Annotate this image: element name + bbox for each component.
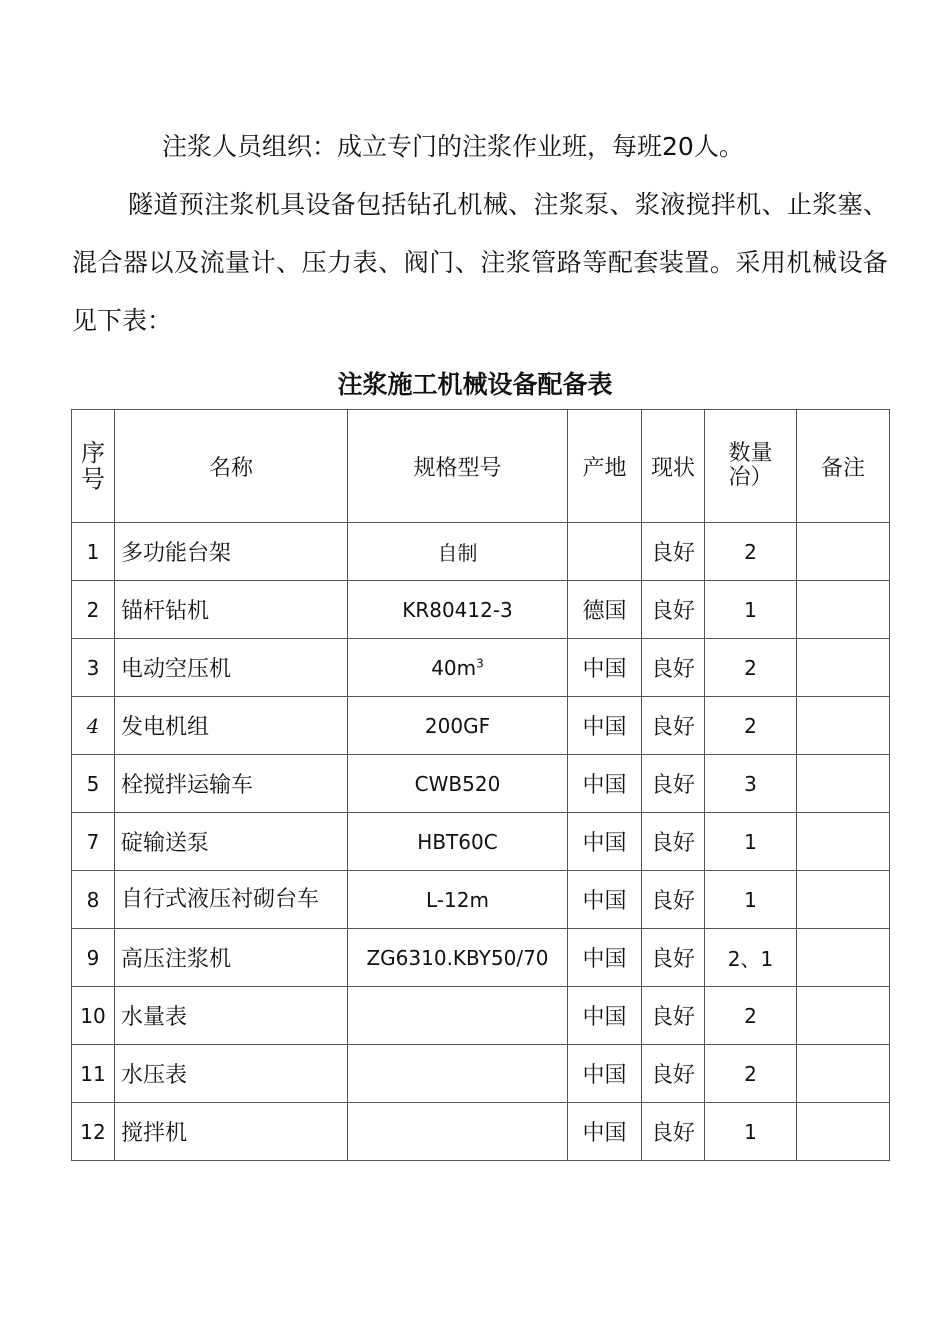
table-row: [72, 1103, 890, 1161]
header-qty-line1: 数量: [728, 441, 773, 466]
table-row: [72, 871, 890, 929]
cell-qty: 2: [705, 697, 797, 755]
cell-name: 电动空压机: [115, 639, 348, 697]
cell-origin: 中国: [568, 987, 642, 1045]
cell-status: 良好: [642, 987, 705, 1045]
table-row: [72, 581, 890, 639]
cell-spec: [348, 581, 568, 639]
cell-name: 发电机组: [115, 697, 348, 755]
cell-origin: 德国: [568, 581, 642, 639]
table-row: [72, 929, 890, 987]
cell-status: 良好: [642, 813, 705, 871]
cell-seq: 4: [72, 697, 115, 755]
header-status: 现状: [642, 410, 705, 523]
cell-remark: [797, 581, 890, 639]
cell-remark: [797, 697, 890, 755]
cell-seq: 1: [72, 523, 115, 581]
cell-spec: [348, 523, 568, 581]
cell-remark: [797, 755, 890, 813]
header-qty: [705, 410, 797, 523]
cell-status: 良好: [642, 581, 705, 639]
table-row: [72, 755, 890, 813]
table-title: 注浆施工机械设备配备表: [337, 370, 613, 399]
cell-qty: 2: [705, 639, 797, 697]
cell-qty: 1: [705, 871, 797, 929]
cell-seq: 9: [72, 929, 115, 987]
cell-spec-text: L-12m: [426, 887, 489, 912]
header-seq: [72, 410, 115, 523]
cell-qty: 1: [705, 813, 797, 871]
cell-spec-text: ZG6310.KBY50/70: [366, 945, 549, 970]
cell-remark: [797, 871, 890, 929]
cell-remark: [797, 987, 890, 1045]
cell-qty: 3: [705, 755, 797, 813]
cell-origin: 中国: [568, 639, 642, 697]
cell-qty: 2: [705, 1045, 797, 1103]
cell-spec-text: KR80412-3: [402, 597, 513, 622]
header-name: 名称: [115, 410, 348, 523]
header-seq-line2: 号: [81, 465, 105, 493]
cell-spec-text: 200GF: [424, 713, 491, 738]
cell-spec: [348, 871, 568, 929]
table-header-row: [72, 410, 890, 523]
table-row: [72, 813, 890, 871]
cell-status: 良好: [642, 1045, 705, 1103]
cell-seq: 10: [72, 987, 115, 1045]
cell-qty: 2: [705, 987, 797, 1045]
cell-origin: 中国: [568, 871, 642, 929]
equipment-table: [71, 409, 890, 1161]
cell-spec: [348, 929, 568, 987]
cell-seq: 2: [72, 581, 115, 639]
cell-origin: 中国: [568, 1045, 642, 1103]
cell-name: 碇输送泵: [115, 813, 348, 871]
cell-spec: [348, 813, 568, 871]
table-row: [72, 987, 890, 1045]
cell-name: 高压注浆机: [115, 929, 348, 987]
cell-seq: 5: [72, 755, 115, 813]
table-row: [72, 639, 890, 697]
cell-status: 良好: [642, 755, 705, 813]
cell-spec: [348, 639, 568, 697]
cell-qty: 1: [705, 1103, 797, 1161]
cell-status: 良好: [642, 871, 705, 929]
cell-spec: [348, 1103, 568, 1161]
cell-seq: 8: [72, 871, 115, 929]
cell-spec: [348, 987, 568, 1045]
cell-name: 水压表: [115, 1045, 348, 1103]
cell-spec-text: 40m: [431, 655, 477, 680]
cell-spec-text: 自制: [437, 541, 478, 565]
cell-remark: [797, 523, 890, 581]
cell-remark: [797, 1045, 890, 1103]
header-spec: 规格型号: [348, 410, 568, 523]
cell-origin: 中国: [568, 755, 642, 813]
cell-spec: [348, 697, 568, 755]
cell-origin: 中国: [568, 929, 642, 987]
cell-spec-superscript: 3: [476, 655, 484, 670]
cell-seq: 7: [72, 813, 115, 871]
cell-remark: [797, 1103, 890, 1161]
cell-qty: 2: [705, 523, 797, 581]
cell-qty: 2、1: [705, 929, 797, 987]
table-row: [72, 523, 890, 581]
cell-name: 栓搅拌运输车: [115, 755, 348, 813]
cell-spec: [348, 1045, 568, 1103]
cell-name: 搅拌机: [115, 1103, 348, 1161]
cell-qty: 1: [705, 581, 797, 639]
cell-seq: 12: [72, 1103, 115, 1161]
cell-origin: 中国: [568, 697, 642, 755]
table-row: [72, 1045, 890, 1103]
cell-name: 锚杆钻机: [115, 581, 348, 639]
paragraph-staff: 注浆人员组织：成立专门的注浆作业班，每班20人。: [162, 132, 744, 161]
cell-remark: [797, 929, 890, 987]
header-remark: 备注: [797, 410, 890, 523]
cell-status: 良好: [642, 697, 705, 755]
cell-status: 良好: [642, 639, 705, 697]
header-qty-line2: 冶）: [728, 465, 773, 490]
table-row: [72, 697, 890, 755]
cell-spec-text: CWB520: [414, 771, 501, 796]
header-seq-line1: 序: [81, 439, 105, 467]
cell-status: 良好: [642, 1103, 705, 1161]
cell-seq: 11: [72, 1045, 115, 1103]
cell-name: 水量表: [115, 987, 348, 1045]
cell-seq: 3: [72, 639, 115, 697]
cell-spec-text: HBT60C: [417, 829, 498, 854]
cell-origin: [568, 523, 642, 581]
header-origin: 产地: [568, 410, 642, 523]
paragraph-equipment: 隧道预注浆机具设备包括钻孔机械、注浆泵、浆液搅拌机、止浆塞、混合器以及流量计、压力表、阀门、注浆管路等配套装置。采用机械设备见下表：: [72, 190, 888, 335]
cell-status: 良好: [642, 929, 705, 987]
cell-remark: [797, 813, 890, 871]
cell-status: 良好: [642, 523, 705, 581]
cell-name: 多功能台架: [115, 523, 348, 581]
cell-origin: 中国: [568, 813, 642, 871]
cell-origin: 中国: [568, 1103, 642, 1161]
cell-spec: [348, 755, 568, 813]
cell-name: 自行式液压衬砌台车: [115, 871, 348, 929]
cell-remark: [797, 639, 890, 697]
